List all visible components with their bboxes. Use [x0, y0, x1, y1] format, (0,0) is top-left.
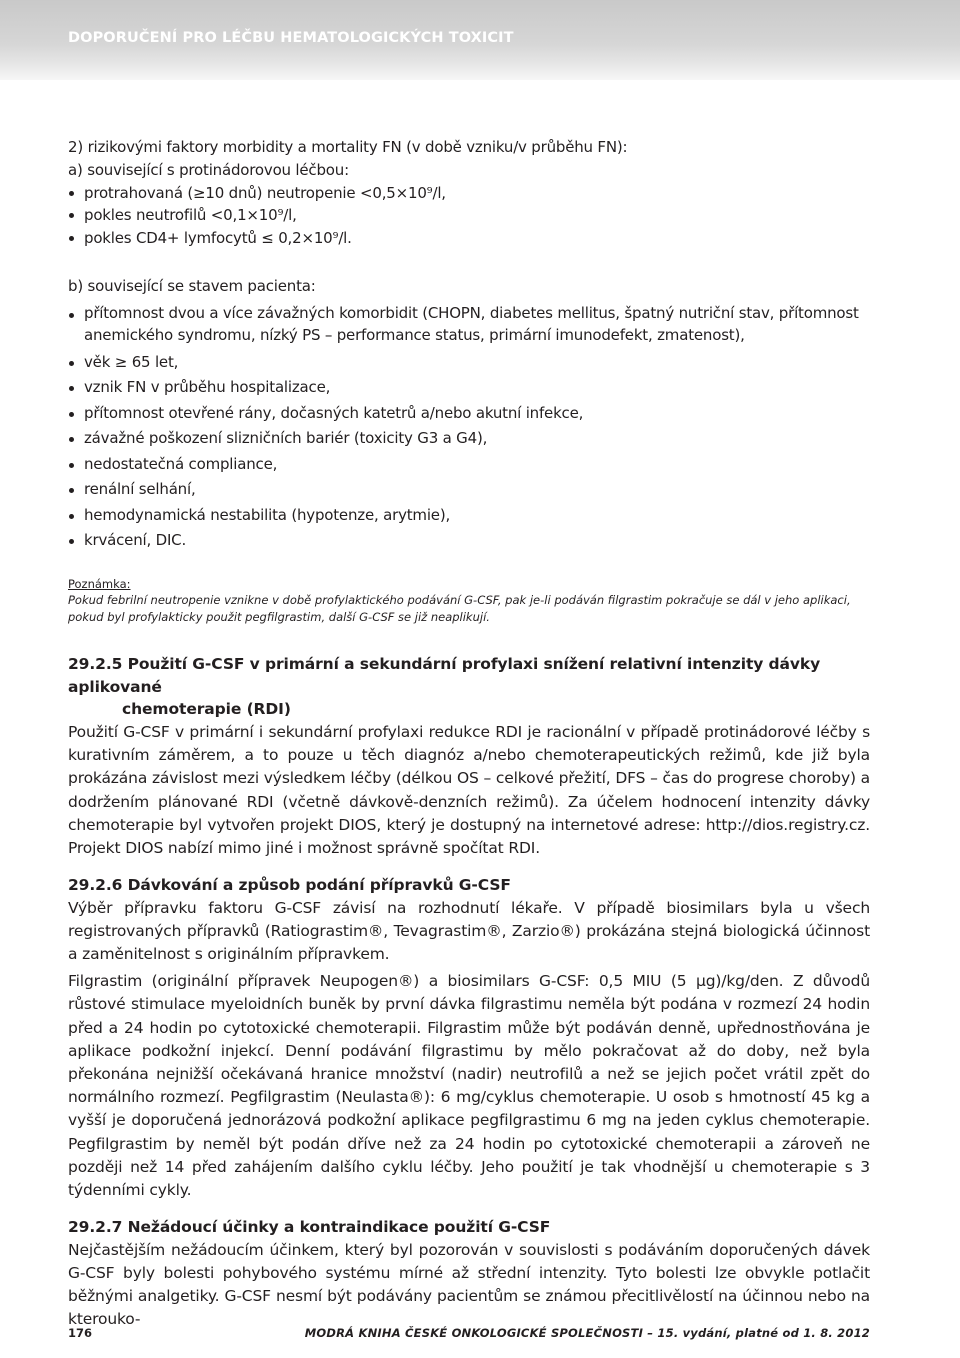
page-number: 176 — [68, 1326, 93, 1340]
paragraph: Filgrastim (originální přípravek Neupogen®) a biosimilars G-CSF: 0,5 MIU (5 µg)/kg/den. Z důvodů růstové stimulace myeloidních buněk by první dávka filgrastimu neměla být podána v rozmezí 24 hodin před a 24 hodin po cytotoxické chemoterapii. Filgrastim může být podáván denně, upřednostňována je aplikace podkožní injekcí. Denní podávání filgrastimu by mělo pokračovat až do doby, než byla překonána nejnižší očekávaná hranice množství (nadir) neutrofilů a než se jejich počet vrátil zpět do normálního rozmezí. Pegfilgrastim (Neulasta®): 6 mg/cyklus chemoterapie. U osob s hmotností 45 kg a vyšší je doporučená jednorázová podkožní aplikace pegfilgrastimu 6 mg na jeden cyklus chemoterapie. Pegfilgrastim by neměl být podán dříve než za 24 hodin po cytotoxické chemoterapii a zároveň ne později než 14 před zahájením dalšího cyklu léčby. Jeho použití je tak vhodnější u chemoterapie s 3 týdenními cykly. — [68, 972, 870, 1200]
list-item: vznik FN v průběhu hospitalizace, — [68, 375, 870, 401]
section2a-heading: a) související s protinádorovou léčbou: — [68, 160, 349, 179]
list-item: nedostatečná compliance, — [68, 452, 870, 478]
section-29-2-5-heading — [68, 653, 870, 721]
risk-list-a — [68, 182, 870, 250]
paragraph: Nejčastějším nežádoucím účinkem, který byl pozorován v souvislosti s podáváním doporučených dávek G-CSF byly bolesti pohybového systému mírné až střední intenzity. Tyto bolesti lze obvykle potlačit běžnými analgetiky. G-CSF nesmí být podávány pacientům se známou přecitlivělostí na účinnou nebo na kterouko- — [68, 1240, 870, 1329]
running-header: DOPORUČENÍ PRO LÉČBU HEMATOLOGICKÝCH TOXICIT — [68, 30, 514, 46]
note-label: Poznámka: — [68, 576, 131, 591]
note-block — [68, 576, 870, 626]
section-29-2-7-heading: 29.2.7 Nežádoucí účinky a kontraindikace použití G-CSF — [68, 1218, 551, 1237]
list-item: věk ≥ 65 let, — [68, 350, 870, 376]
footer-text: MODRÁ KNIHA ČESKÉ ONKOLOGICKÉ SPOLEČNOSTI – 15. vydání, platné od 1. 8. 2012 — [304, 1326, 870, 1340]
list-item: přítomnost dvou a více závažných komorbidit (CHOPN, diabetes mellitus, špatný nutriční stav, přítomnost anemického syndromu, nízký PS – performance status, primární imunodefekt, zmatenost), — [68, 302, 870, 347]
section-29-2-6-heading: 29.2.6 Dávkování a způsob podání přípravků G-CSF — [68, 876, 511, 895]
list-item: závažné poškození slizničních bariér (toxicity G3 a G4), — [68, 426, 870, 452]
risk-list-b — [68, 302, 870, 554]
heading-line-1: 29.2.5 Použití G-CSF v primární a sekundární profylaxi snížení relativní intenzity dávky aplikované — [68, 655, 821, 696]
list-item: renální selhání, — [68, 477, 870, 503]
section2-heading: 2) rizikovými faktory morbidity a mortality FN (v době vzniku/v průběhu FN): — [68, 138, 628, 156]
list-item: přítomnost otevřené rány, dočasných katetrů a/nebo akutní infekce, — [68, 401, 870, 427]
list-item: pokles neutrofilů <0,1×10⁹/l, — [68, 204, 870, 227]
list-item: pokles CD4+ lymfocytů ≤ 0,2×10⁹/l. — [68, 227, 870, 250]
header-band — [0, 0, 960, 80]
section2b-heading: b) související se stavem pacienta: — [68, 277, 316, 296]
heading-line-2: chemoterapie (RDI) — [122, 700, 291, 719]
list-item: hemodynamická nestabilita (hypotenze, arytmie), — [68, 503, 870, 529]
paragraph: Použití G-CSF v primární i sekundární profylaxi redukce RDI je racionální v případě protinádorové léčby s kurativním záměrem, a to pouze u těch diagnóz a/nebo chemoterapeutických režimů, kde již byla prokázána závislost mezi výsledkem léčby (délkou OS – celkové přežití, DFS – čas do progrese choroby) a dodržením plánované RDI (včetně dávkově-denzních režimů). Za účelem hodnocení intenzity dávky chemoterapie byl vytvořen projekt DIOS, který je dostupný na internetové adrese: http://dios.registry.cz. Projekt DIOS nabízí mimo jiné i možnost správně spočítat RDI. — [68, 722, 870, 857]
paragraph: Výběr přípravku faktoru G-CSF závisí na rozhodnutí lékaře. V případě biosimilars byla u všech registrovaných přípravků (Ratiograstim®, Tevagrastim®, Zarzio®) prokázána stejná biologická účinnost a zaměnitelnost s originálním přípravkem. — [68, 898, 870, 964]
page-content — [68, 136, 870, 1332]
list-item: protrahovaná (≥10 dnů) neutropenie <0,5×10⁹/l, — [68, 182, 870, 205]
list-item: krvácení, DIC. — [68, 528, 870, 554]
note-text: Pokud febrilní neutropenie vznikne v době profylaktického podávání G-CSF, pak je-li podáván filgrastim pokračuje se dál v jeho aplikaci, pokud byl profylakticky použit pegfilgrastim, další G-CSF se již neaplikují. — [68, 593, 851, 624]
